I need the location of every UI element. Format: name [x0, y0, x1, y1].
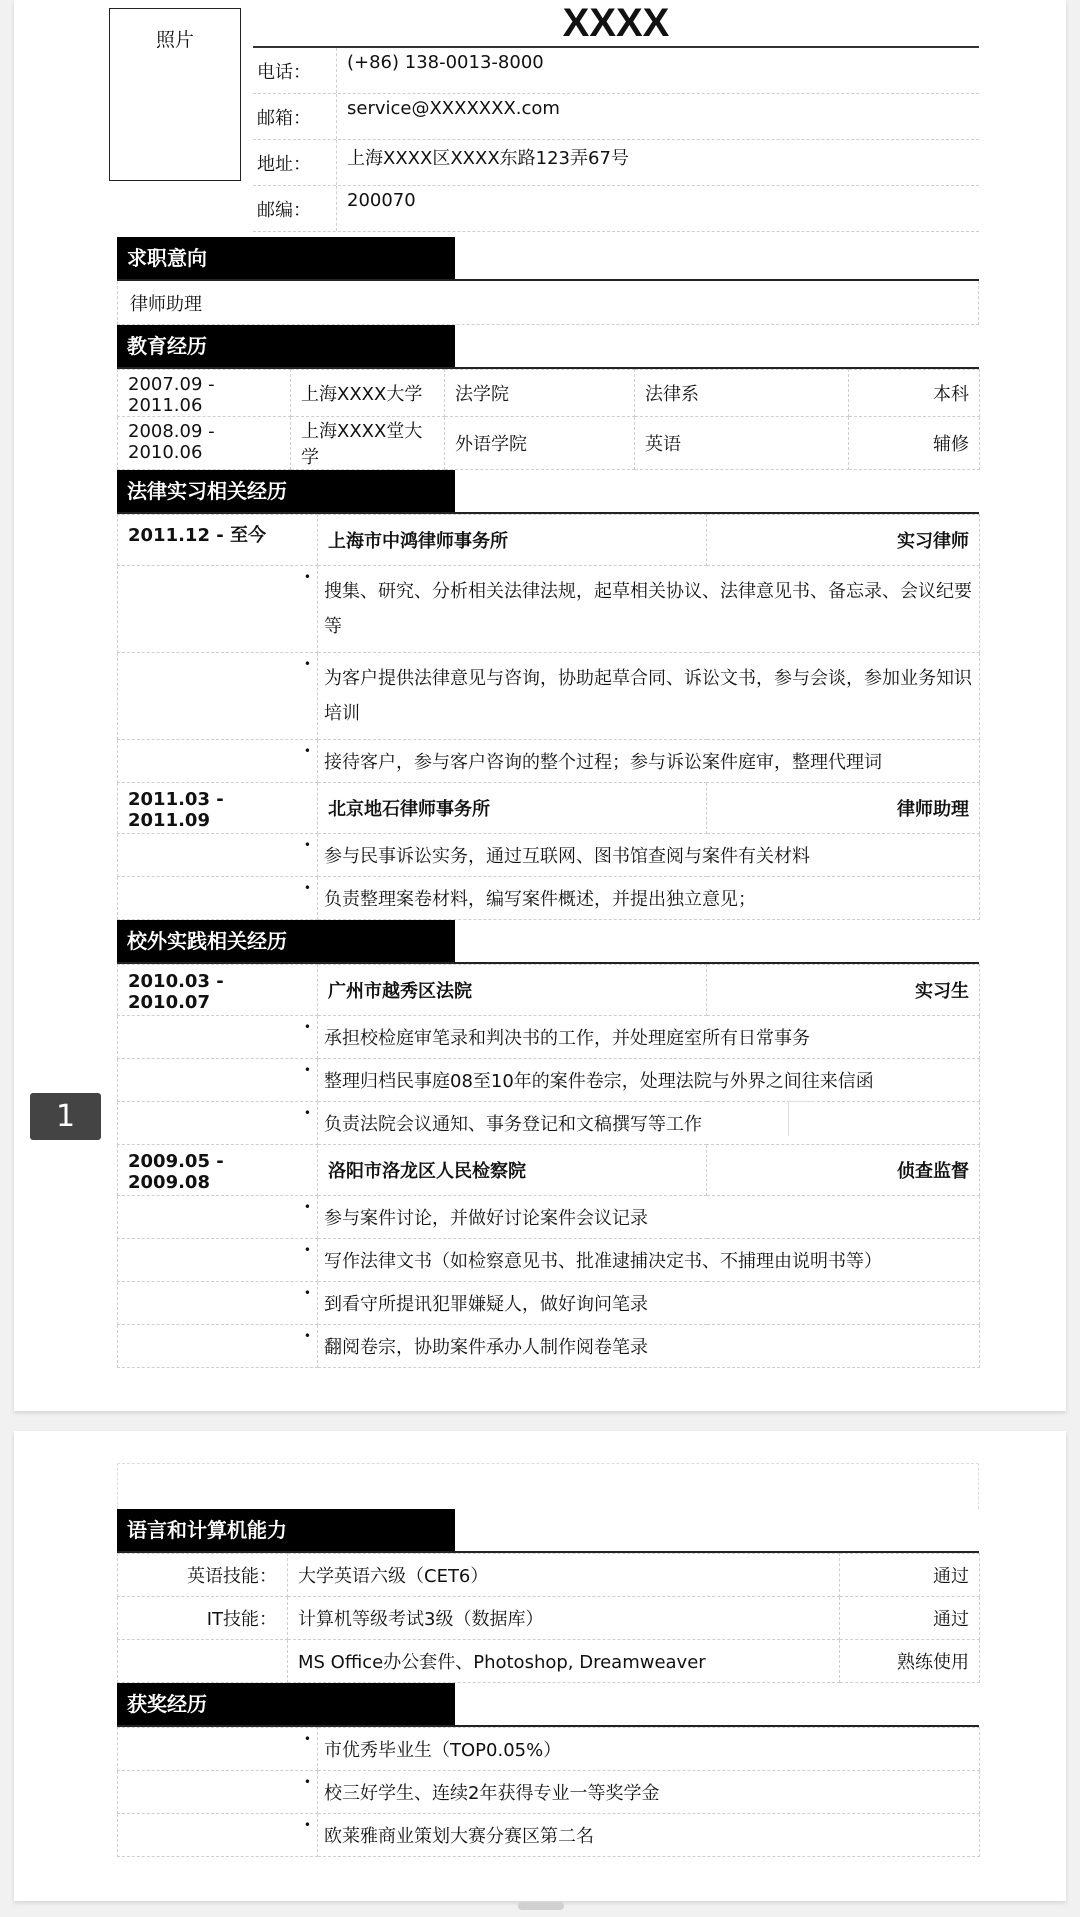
skill-status: 熟练使用: [840, 1640, 980, 1683]
job-role: 实习律师: [707, 515, 980, 566]
page-number-badge: 1: [30, 1093, 101, 1140]
bullet: [118, 1016, 318, 1059]
section-title: 教育经历: [117, 325, 455, 367]
edu-date: 2007.09 - 2011.06: [118, 370, 291, 417]
bullet: [118, 1196, 318, 1239]
section-law-internship: [117, 470, 979, 514]
list-item: [118, 1102, 980, 1145]
list-item: [118, 740, 980, 783]
email-value: service@XXXXXXX.com: [347, 98, 560, 119]
edu-school: 上海XXXX大学: [291, 370, 445, 417]
award-item: 市优秀毕业生（TOP0.05%）: [318, 1728, 980, 1771]
phone-label: 电话：: [253, 48, 337, 93]
edu-major: 法律系: [635, 370, 849, 417]
table-row: [118, 417, 980, 470]
edu-degree: 本科: [849, 370, 980, 417]
bullet: [118, 1325, 318, 1368]
job-duty: 搜集、研究、分析相关法律法规，起草相关协议、法律意见书、备忘录、会议纪要等: [318, 566, 980, 653]
skill-value: 大学英语六级（CET6）: [288, 1554, 840, 1597]
law-internship-table: [117, 514, 980, 920]
page-top-spacer: [117, 1463, 979, 1509]
photo-label: 照片: [155, 29, 194, 51]
job-row: [118, 1145, 980, 1196]
section-title: 校外实践相关经历: [117, 920, 455, 962]
address-label: 地址：: [253, 140, 337, 185]
bullet: [118, 1239, 318, 1282]
scroll-indicator[interactable]: [518, 1902, 564, 1910]
job-org: 洛阳市洛龙区人民检察院: [318, 1145, 707, 1196]
job-duty: 负责法院会议通知、事务登记和文稿撰写等工作: [318, 1102, 980, 1145]
awards-table: [117, 1727, 980, 1857]
phone-value: (+86) 138-0013-8000: [347, 52, 544, 73]
practice-table: [117, 964, 980, 1368]
section-awards: [117, 1683, 979, 1727]
job-duty: 为客户提供法律意见与咨询，协助起草合同、诉讼文书，参与会谈，参加业务知识培训: [318, 653, 980, 740]
job-duty: 接待客户，参与客户咨询的整个过程；参与诉讼案件庭审，整理代理词: [318, 740, 980, 783]
resume-page-1: [14, 0, 1066, 1411]
section-title: 语言和计算机能力: [117, 1509, 455, 1551]
job-row: [118, 783, 980, 834]
award-item: 欧莱雅商业策划大赛分赛区第二名: [318, 1814, 980, 1857]
edu-college: 外语学院: [445, 417, 635, 470]
list-item: [118, 834, 980, 877]
section-title: 法律实习相关经历: [117, 470, 455, 512]
list-item: [118, 1059, 980, 1102]
list-item: [118, 1814, 980, 1857]
skill-value: MS Office办公套件、Photoshop, Dreamweaver: [288, 1640, 840, 1683]
job-duty: 到看守所提讯犯罪嫌疑人，做好询问笔录: [318, 1282, 980, 1325]
bullet: [118, 653, 318, 740]
objective-value: 律师助理: [117, 281, 979, 325]
postcode-label: 邮编：: [253, 186, 337, 231]
job-duty: 参与民事诉讼实务，通过互联网、图书馆查阅与案件有关材料: [318, 834, 980, 877]
contact-row-address: [253, 140, 979, 186]
job-duty: 翻阅卷宗，协助案件承办人制作阅卷笔录: [318, 1325, 980, 1368]
section-objective: [117, 237, 979, 281]
section-practice: [117, 920, 979, 964]
skill-value: 计算机等级考试3级（数据库）: [288, 1597, 840, 1640]
list-item: [118, 566, 980, 653]
list-item: [118, 1239, 980, 1282]
job-org: 广州市越秀区法院: [318, 965, 707, 1016]
skill-label: [118, 1640, 288, 1683]
job-role: 实习生: [707, 965, 980, 1016]
resume-page-2: [14, 1431, 1066, 1901]
page-corner-mark: [788, 1101, 815, 1136]
job-row: [118, 965, 980, 1016]
email-label: 邮箱：: [253, 94, 337, 139]
bullet: [118, 834, 318, 877]
contact-block: [253, 0, 979, 232]
job-duty: 写作法律文书（如检察意见书、批准逮捕决定书、不捕理由说明书等）: [318, 1239, 980, 1282]
job-date: 2009.05 - 2009.08: [118, 1145, 318, 1196]
list-item: [118, 1196, 980, 1239]
skill-label: 英语技能：: [118, 1554, 288, 1597]
resume-header: [117, 0, 979, 237]
table-row: [118, 1640, 980, 1683]
edu-major: 英语: [635, 417, 849, 470]
list-item: [118, 877, 980, 920]
list-item: [118, 653, 980, 740]
edu-college: 法学院: [445, 370, 635, 417]
job-role: 侦查监督: [707, 1145, 980, 1196]
job-date: 2010.03 - 2010.07: [118, 965, 318, 1016]
job-date: 2011.03 - 2011.09: [118, 783, 318, 834]
edu-school: 上海XXXX堂大学: [291, 417, 445, 470]
section-title: 获奖经历: [117, 1683, 455, 1725]
job-duty: 负责整理案卷材料，编写案件概述，并提出独立意见；: [318, 877, 980, 920]
skill-status: 通过: [840, 1554, 980, 1597]
award-item: 校三好学生、连续2年获得专业一等奖学金: [318, 1771, 980, 1814]
bullet: [118, 1059, 318, 1102]
list-item: [118, 1325, 980, 1368]
edu-degree: 辅修: [849, 417, 980, 470]
list-item: [118, 1282, 980, 1325]
skills-table: [117, 1553, 980, 1683]
table-row: [118, 370, 980, 417]
address-value: 上海XXXX区XXXX东路123弄67号: [347, 148, 629, 169]
job-duty: 参与案件讨论，并做好讨论案件会议记录: [318, 1196, 980, 1239]
postcode-value: 200070: [347, 190, 416, 211]
bullet: [118, 1728, 318, 1771]
table-row: [118, 1554, 980, 1597]
table-row: [118, 1597, 980, 1640]
job-row: [118, 515, 980, 566]
photo-placeholder: [109, 8, 241, 181]
bullet: [118, 566, 318, 653]
job-org: 北京地石律师事务所: [318, 783, 707, 834]
job-duty: 承担校检庭审笔录和判决书的工作，并处理庭室所有日常事务: [318, 1016, 980, 1059]
bullet: [118, 1282, 318, 1325]
contact-row-phone: [253, 48, 979, 94]
job-role: 律师助理: [707, 783, 980, 834]
education-table: [117, 369, 980, 470]
list-item: [118, 1728, 980, 1771]
contact-row-postcode: [253, 186, 979, 232]
candidate-name: XXXX: [253, 0, 979, 48]
list-item: [118, 1771, 980, 1814]
bullet: [118, 740, 318, 783]
section-education: [117, 325, 979, 369]
job-org: 上海市中鸿律师事务所: [318, 515, 707, 566]
section-title: 求职意向: [117, 237, 455, 279]
job-duty: 整理归档民事庭08至10年的案件卷宗，处理法院与外界之间往来信函: [318, 1059, 980, 1102]
bullet: [118, 1102, 318, 1145]
skill-label: IT技能：: [118, 1597, 288, 1640]
skill-status: 通过: [840, 1597, 980, 1640]
bullet: [118, 1814, 318, 1857]
list-item: [118, 1016, 980, 1059]
section-skills: [117, 1509, 979, 1553]
bullet: [118, 1771, 318, 1814]
edu-date: 2008.09 - 2010.06: [118, 417, 291, 470]
job-date: 2011.12 - 至今: [118, 515, 318, 566]
contact-row-email: [253, 94, 979, 140]
bullet: [118, 877, 318, 920]
